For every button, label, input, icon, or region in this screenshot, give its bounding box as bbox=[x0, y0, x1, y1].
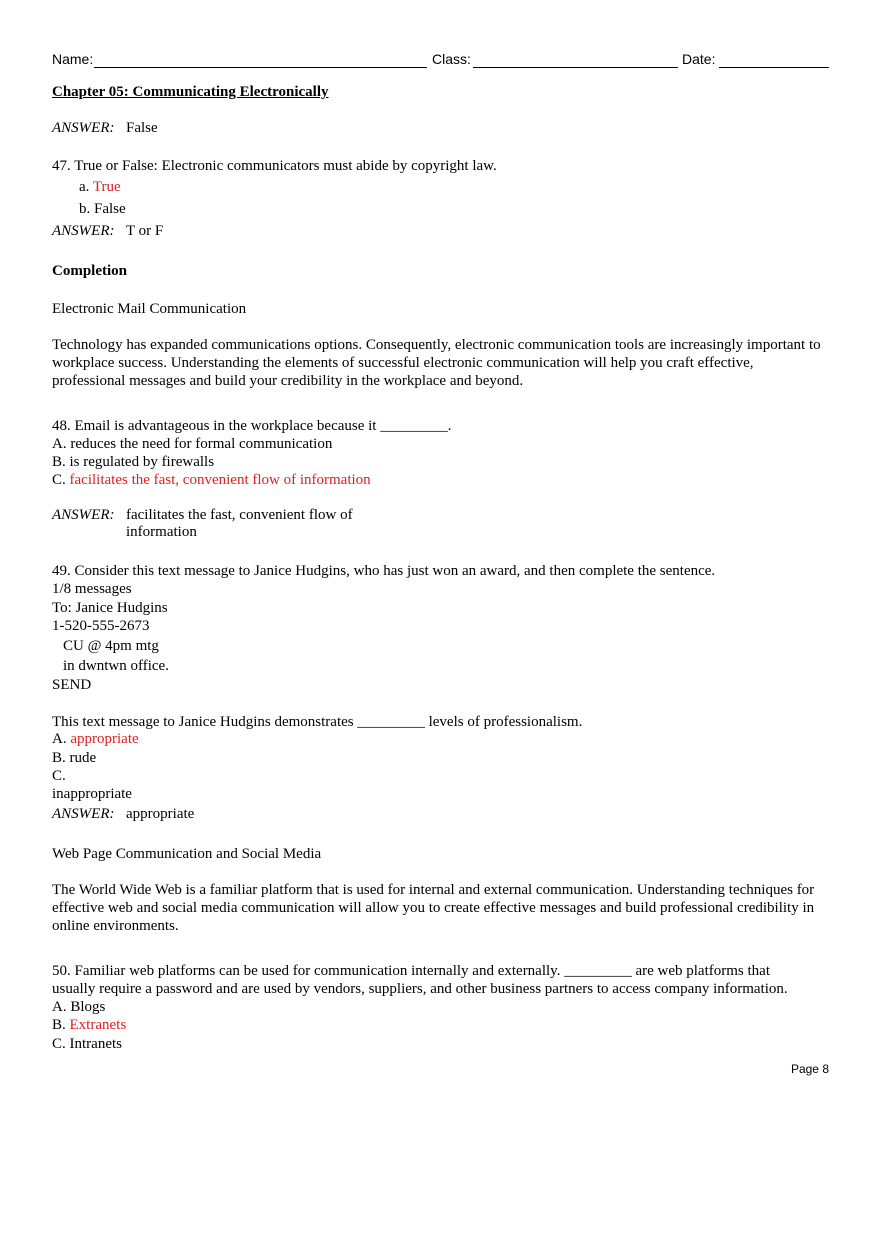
q48-option-c-text: facilitates the fast, convenient flow of information bbox=[69, 472, 371, 488]
class-blank-line bbox=[473, 67, 678, 68]
q50-option-a: A. Blogs bbox=[52, 999, 106, 1015]
section-web-heading: Web Page Communication and Social Media bbox=[52, 846, 322, 862]
q48-answer-label bbox=[52, 506, 114, 524]
section-email-intro: Technology has expanded communications options. Consequently, electronic communication tools are increasingly important to workplace success. Understanding the elements of successful electronic communication will help you craft effective, professional messages and build your credibility in the workplace and beyond. bbox=[52, 337, 821, 389]
q49-message-line1: CU @ 4pm mtg bbox=[63, 638, 159, 654]
q48-answer-line2: information bbox=[126, 524, 197, 540]
q49-message-count: 1/8 messages bbox=[52, 581, 132, 597]
q49-message-to: To: Janice Hudgins bbox=[52, 600, 168, 616]
q49-answer: appropriate bbox=[126, 806, 195, 822]
q47-option-a-text: True bbox=[92, 179, 121, 195]
q48-answer-line1: facilitates the fast, convenient flow of bbox=[126, 507, 353, 523]
answer-label: ANSWER: bbox=[52, 507, 115, 523]
q47-answer-label bbox=[52, 222, 114, 240]
answer-label: ANSWER: bbox=[52, 120, 115, 136]
q48-option-c bbox=[52, 471, 371, 489]
page-number: Page 8 bbox=[790, 1062, 829, 1076]
section-email-heading: Electronic Mail Communication bbox=[52, 301, 247, 317]
q49-message-send: SEND bbox=[52, 677, 92, 693]
worksheet-header bbox=[52, 51, 829, 71]
name-label: Name: bbox=[52, 51, 94, 67]
q49-answer-label bbox=[52, 805, 114, 823]
q46-answer: False bbox=[126, 120, 158, 136]
q47-option-a bbox=[79, 178, 121, 196]
q49-option-b: B. rude bbox=[52, 750, 97, 766]
q47-question: 47. True or False: Electronic communicators must abide by copyright law. bbox=[52, 158, 497, 174]
q47-option-b bbox=[79, 200, 126, 218]
q50-option-b-letter: B. bbox=[52, 1017, 66, 1033]
q48-question: 48. Email is advantageous in the workplace because it _________. bbox=[52, 418, 452, 434]
q47-option-b-text: False bbox=[94, 201, 126, 217]
answer-label: ANSWER: bbox=[52, 806, 115, 822]
class-label: Class: bbox=[432, 51, 471, 67]
date-label: Date: bbox=[682, 51, 716, 67]
q50-question-line1: 50. Familiar web platforms can be used for communication internally and externally. _________ are web platforms that bbox=[52, 963, 770, 979]
q46-answer-label bbox=[52, 119, 114, 137]
section-completion-heading: Completion bbox=[52, 263, 127, 279]
q49-sentence: This text message to Janice Hudgins demonstrates _________ levels of professionalism. bbox=[52, 714, 583, 730]
q49-message-phone: 1-520-555-2673 bbox=[52, 618, 150, 634]
q50-option-b-text: Extranets bbox=[69, 1017, 127, 1033]
q47-option-b-letter: b. bbox=[79, 201, 91, 217]
q49-message-line2: in dwntwn office. bbox=[63, 658, 169, 674]
q49-question: 49. Consider this text message to Janice Hudgins, who has just won an award, and then complete the sentence. bbox=[52, 563, 716, 579]
q49-option-c-letter: C. bbox=[52, 768, 66, 784]
chapter-title: Chapter 05: Communicating Electronically bbox=[52, 84, 329, 100]
q49-option-a bbox=[52, 730, 139, 748]
q49-option-a-letter: A. bbox=[52, 731, 67, 747]
name-blank-line bbox=[94, 67, 427, 68]
q49-option-a-text: appropriate bbox=[70, 731, 139, 747]
q47-answer: T or F bbox=[126, 223, 164, 239]
q49-option-c-text: inappropriate bbox=[52, 786, 132, 802]
q50-question-line2: usually require a password and are used by vendors, suppliers, and other business partners to access company information. bbox=[52, 981, 788, 997]
section-web-intro: The World Wide Web is a familiar platform that is used for internal and external communication. Understanding techniques for effective web and social media communication will allow you to create effective messages and build professional credibility in online environments. bbox=[52, 882, 815, 934]
q48-option-b: B. is regulated by firewalls bbox=[52, 454, 215, 470]
q50-option-c: C. Intranets bbox=[52, 1036, 122, 1052]
q48-option-a: A. reduces the need for formal communication bbox=[52, 436, 333, 452]
answer-label: ANSWER: bbox=[52, 223, 115, 239]
date-blank-line bbox=[719, 67, 829, 68]
q50-option-b bbox=[52, 1016, 126, 1034]
q47-option-a-letter: a. bbox=[79, 179, 90, 195]
q48-option-c-letter: C. bbox=[52, 472, 66, 488]
